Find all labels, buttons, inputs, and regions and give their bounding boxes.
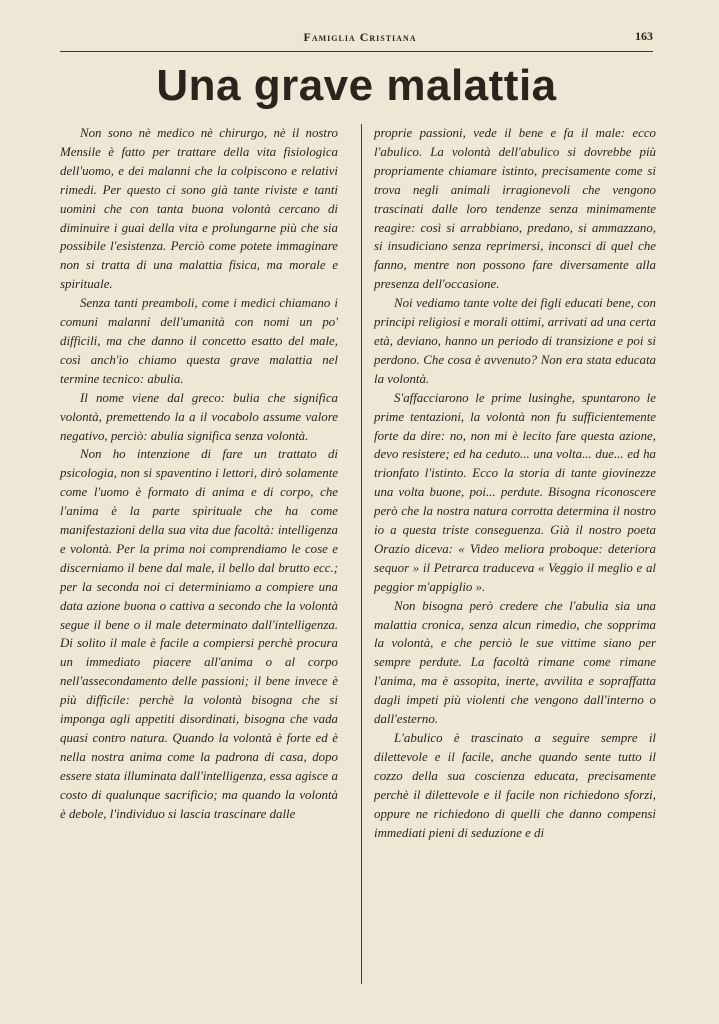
paragraph: proprie passioni, vede il bene e fa il male: ecco l'abulico. La volontà dell'abulico si dovrebbe più propriamente chiamare istinto, precisamente come si trova negli animali irragionevoli che vengono trascinati dalle loro tendenze senza minimamente reagire: così si arrabbiano, predano, si ammazzano, si insudiciano senza reprimersi, inconsci di quel che fanno, mentre non possono fare diversamente alla presenza dell'occasione. (374, 126, 656, 292)
paragraph: Non ho intenzione di fare un trattato di psicologia, non si spaventino i lettori, dirò solamente come l'uomo è formato di anima e di corpo, che l'anima è la parte spirituale che ha come manifestazioni della sua vita due facoltà: intelligenza e volontà. Per la prima noi comprendiamo le cose e discerniamo il bene dal male, il bello dal brutto ecc.; per la seconda noi ci determiniamo a compiere una data azione buona o cattiva a secondo che la volontà segue il bene o il male determinato dall'intelligenza. Di solito il male è facile a compiersi perchè procura un immediato piacere all'anima o al corpo nell'assecondamento delle passioni; il bene invece è più difficile: perchè la volontà bisogna che si imponga agli appetiti disordinati, bisogna che vada quasi contro natura. Quando la volontà è forte ed è nella nostra anima come la padrona di casa, dopo essere stata illuminata dall'intelligenza, essa agisce a costo di qualunque sacrificio; ma quando la volontà è debole, l'individuo si lascia trascinare dalle (60, 447, 338, 821)
running-header-title: Famiglia Cristiana (303, 30, 417, 44)
paragraph: Non sono nè medico nè chirurgo, nè il nostro Mensile è fatto per trattare della vita fisiologica dell'uomo, e dei malanni che la colpiscono e relativi rimedi. Per questo ci sono già tante riviste e tanti uomini che con tanta buona volontà cercano di diminuire i guai della vita e prolungarne più che sia possibile l'esistenza. Perciò come potete immaginare non si tratta di una malattia fisica, ma morale e spirituale. (60, 126, 338, 292)
article-title: Una grave malattia (156, 61, 557, 110)
paragraph: Non bisogna però credere che l'abulia sia una malattia cronica, senza alcun rimedio, che sopprima la volontà, e che perciò le sue vittime siano per sempre perdute. La facoltà rimane come rimane l'anima, ma è assopita, inerte, avvilita e sopraffatta dagli impeti più violenti che vengono dall'interno o dall'esterno. (374, 598, 656, 727)
page-number: 163 (635, 29, 653, 43)
paragraph: S'affacciarono le prime lusinghe, spuntarono le prime tentazioni, la volontà non fu sufficientemente forte da dire: no, non mi è lecito fare questa azione, devo resistere; ed ha ceduto... una volta... due... ed ha trionfato l'istinto. Ecco la storia di tante giovinezze una volta buone, poi... perdute. Bisogna riconoscere però che la nostra natura corrotta determina il nostro io a questa triste conseguenza. Già il nostro poeta Orazio diceva: « Video meliora proboque: deteriora sequor » il Petrarca traduceva « Veggio il meglio e al peggior m'appiglio ». (374, 390, 656, 594)
paragraph: Noi vediamo tante volte dei figli educati bene, con principi religiosi e morali ottimi, arrivati ad una certa età, deviano, hanno un periodo di transizione e poi si perdono. Che cosa è avvenuto? Non era stata educata la volontà. (374, 296, 656, 386)
header-rule (60, 51, 653, 52)
column-divider (361, 124, 362, 984)
paragraph: Il nome viene dal greco: bulia che significa volontà, premettendo la a il vocabolo assume valore negativo, perciò: abulia significa senza volontà. (60, 390, 338, 443)
left-column (60, 124, 338, 824)
paragraph: L'abulico è trascinato a seguire sempre il dilettevole e il facile, anche quando sente tutto il cozzo della sua coscienza educata, precisamente perchè il dilettevole e il facile non richiedono sforzi, oppure ne richiedono di quelli che danno compensi immediati pieni di seduzione e di (374, 731, 656, 840)
paragraph: Senza tanti preamboli, come i medici chiamano i comuni malanni dell'umanità con nomi un po' difficili, ma che danno il concetto esatto del male, così anch'io chiamo questa grave malattia nel termine tecnico: abulia. (60, 296, 338, 386)
right-column (374, 124, 656, 842)
